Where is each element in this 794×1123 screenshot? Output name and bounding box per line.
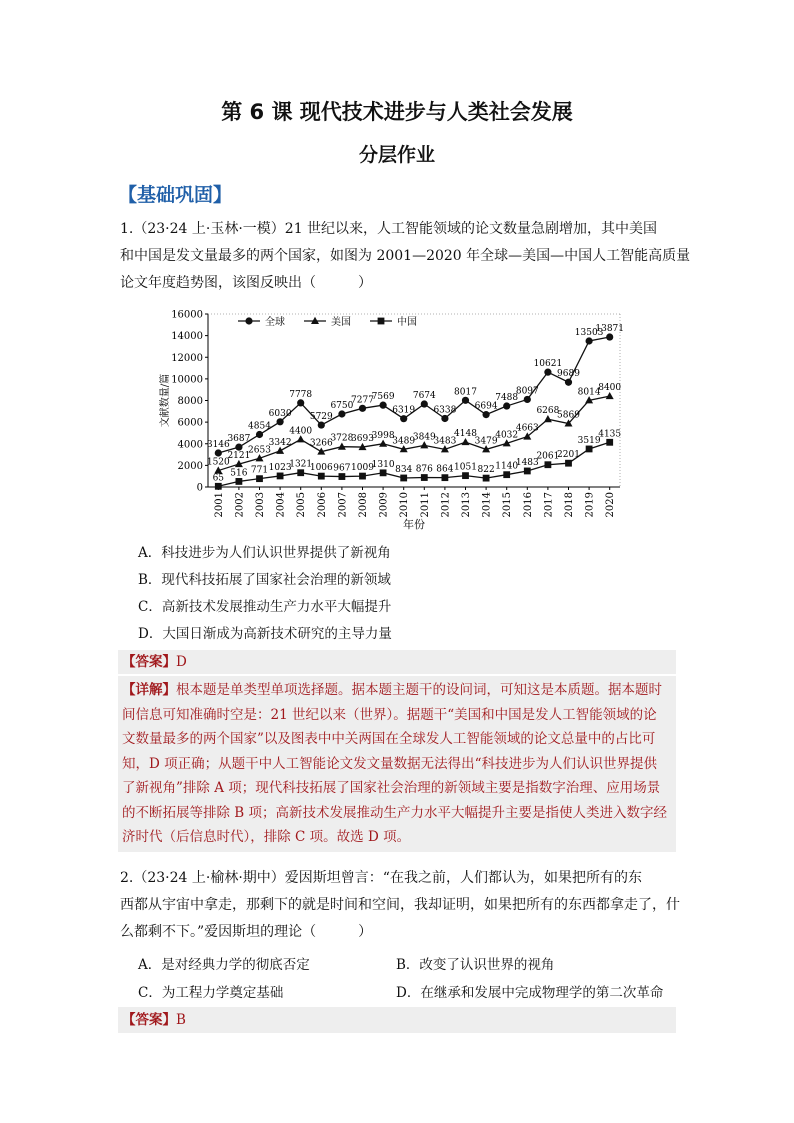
y-tick-label: 6000	[177, 417, 203, 429]
data-point-circle	[441, 415, 448, 422]
data-label: 4854	[248, 421, 271, 432]
question-2-option-b: B．改变了认识世界的视角	[396, 957, 555, 973]
data-label: 876	[415, 464, 433, 475]
legend-label: 美国	[331, 317, 351, 328]
data-point-circle	[421, 400, 428, 407]
data-label: 3687	[227, 434, 251, 445]
data-label: 3728	[330, 433, 354, 444]
data-label: 4135	[598, 429, 622, 440]
data-label: 516	[230, 468, 248, 479]
data-point-circle	[318, 421, 325, 428]
lesson-subtitle: 分层作业	[358, 144, 435, 166]
data-point-circle	[606, 333, 613, 340]
question-1-option-b: B．现代科技拓展了国家社会治理的新领域	[138, 572, 391, 588]
data-point-circle	[565, 379, 572, 386]
y-tick-label: 14000	[171, 331, 203, 343]
data-point-square	[339, 473, 346, 480]
x-tick-label: 2003	[255, 492, 266, 518]
data-point-circle	[359, 405, 366, 412]
legend-marker-square	[378, 318, 385, 325]
data-label: 8400	[598, 383, 622, 394]
data-label: 2061	[536, 451, 560, 462]
data-label: 1321	[289, 459, 313, 470]
data-point-square	[421, 474, 428, 481]
lesson-title: 第 6 课 现代技术进步与人类社会发展	[221, 100, 573, 124]
data-point-square	[462, 472, 469, 479]
data-label: 3489	[392, 436, 416, 447]
question-1-option-d: D．大国日渐成为高新技术研究的主导力量	[138, 626, 392, 642]
data-label: 1140	[495, 461, 519, 472]
data-label: 3266	[309, 438, 333, 449]
detail-line: 济时代（后信息时代），排除 C 项。故选 D 项。	[122, 829, 411, 845]
question-1-line: 和中国是发文量最多的两个国家，如图为 2001—2020 年全球—美国—中国人工智能高质量	[120, 248, 691, 264]
x-tick-label: 2013	[461, 492, 472, 518]
data-label: 822	[477, 465, 495, 476]
question-2-option-a: A．是对经典力学的彻底否定	[138, 957, 310, 973]
question-2-line: 西都从宇宙中拿走，那剩下的就是时间和空间，我却证明，如果把所有的东西都拿走了，什	[120, 897, 680, 913]
x-tick-label: 2012	[440, 492, 452, 518]
x-tick-label: 2017	[543, 492, 555, 518]
y-tick-label: 4000	[177, 439, 203, 451]
question-1-line: 1.（23·24 上·玉林·一模）21 世纪以来，人工智能领域的论文数量急剧增加，其中美国	[120, 221, 658, 237]
legend-label: 全球	[265, 317, 285, 328]
data-label: 2121	[227, 451, 251, 462]
data-label: 7569	[371, 392, 395, 403]
data-point-square	[318, 473, 325, 480]
data-label: 6030	[268, 408, 292, 419]
question-2-option-c: C．为工程力学奠定基础	[138, 985, 284, 1001]
detail-line: 了新视角”排除 A 项；现代科技拓展了国家社会治理的新领域主要是指数字治理、应用场景	[122, 780, 661, 796]
data-label: 13871	[595, 324, 625, 335]
data-label: 1483	[515, 457, 539, 468]
data-label: 864	[436, 464, 454, 475]
section-heading: 【基础巩固】	[118, 184, 233, 206]
data-label: 5869	[557, 410, 580, 421]
data-label: 3483	[433, 436, 457, 447]
data-label: 7488	[495, 393, 519, 404]
data-label: 1006	[309, 463, 333, 474]
question-2-option-d: D．在继承和发展中完成物理学的第二次革命	[396, 985, 664, 1001]
data-label: 3519	[577, 435, 601, 446]
detail-tag: 【详解】	[122, 682, 176, 698]
data-label: 834	[395, 464, 413, 475]
data-label: 2201	[557, 450, 580, 461]
data-label: 771	[250, 465, 269, 476]
data-point-circle	[462, 397, 469, 404]
data-point-square	[256, 475, 263, 482]
y-tick-label: 8000	[177, 396, 203, 407]
question-2-line: 么都剩不下。”爱因斯坦的理论（ ）	[120, 924, 373, 940]
data-point-square	[297, 469, 304, 476]
answer-value: D	[176, 654, 187, 670]
x-tick-label: 2014	[481, 492, 493, 518]
data-label: 10621	[533, 359, 563, 370]
data-label: 8097	[515, 386, 539, 397]
y-tick-label: 2000	[177, 460, 203, 472]
question-2-stem	[120, 865, 680, 946]
data-point-square	[442, 474, 449, 481]
data-label: 1520	[206, 457, 230, 468]
x-tick-label: 2001	[213, 492, 225, 518]
x-tick-label: 2020	[605, 492, 617, 518]
y-tick-label: 12000	[171, 352, 203, 364]
data-point-circle	[400, 415, 407, 422]
data-label: 6268	[536, 406, 560, 417]
detail-line: 文数量最多的两个国家”以及图表中中关两国在全球发人工智能领域的论文总量中的占比可	[122, 731, 656, 747]
data-label: 3342	[268, 437, 292, 448]
data-point-circle	[524, 396, 531, 403]
data-label: 1009	[351, 463, 374, 474]
question-1-stem	[120, 216, 691, 297]
data-label: 7674	[412, 391, 436, 402]
data-label: 6750	[330, 401, 354, 412]
x-tick-label: 2006	[316, 492, 328, 518]
data-point-circle	[544, 369, 551, 376]
data-point-square	[400, 475, 407, 482]
data-point-square	[503, 471, 510, 478]
x-tick-label: 2018	[564, 492, 575, 518]
data-point-square	[236, 478, 243, 485]
detail-line: 的不断拓展等排除 B 项；高新技术发展推动生产力水平大幅提升主要是指使人类进入数字经	[122, 804, 668, 821]
data-point-square	[277, 473, 284, 480]
question-1-answer	[118, 650, 676, 674]
data-point-circle	[215, 449, 222, 456]
data-label: 5729	[309, 412, 333, 423]
x-tick-label: 2009	[378, 492, 390, 518]
data-label: 9689	[557, 369, 580, 380]
data-point-circle	[586, 337, 593, 344]
data-point-circle	[235, 444, 242, 451]
answer-tag: 【答案】	[122, 654, 176, 670]
data-point-square	[483, 475, 490, 482]
data-label: 8014	[577, 387, 601, 398]
x-tick-label: 2010	[399, 492, 411, 518]
x-tick-label: 2016	[522, 492, 534, 518]
answer-value: B	[176, 1012, 186, 1028]
x-tick-label: 2019	[584, 492, 596, 518]
question-1-explanation	[118, 676, 676, 852]
y-tick-label: 10000	[171, 374, 203, 386]
data-point-square	[565, 460, 572, 467]
y-axis-title: 文献数量/篇	[160, 373, 171, 428]
data-point-circle	[338, 410, 345, 417]
legend-label: 中国	[397, 317, 417, 328]
data-label: 3146	[206, 439, 230, 450]
data-label: 3693	[351, 434, 374, 445]
data-point-circle	[256, 431, 263, 438]
data-label: 3479	[474, 436, 498, 447]
data-point-circle	[380, 402, 387, 409]
data-label: 7778	[289, 389, 313, 400]
data-label: 8017	[454, 387, 477, 398]
data-label: 6694	[474, 401, 498, 412]
data-point-square	[545, 461, 552, 468]
x-tick-label: 2008	[358, 492, 369, 518]
data-label: 3849	[412, 432, 436, 443]
data-point-circle	[483, 411, 490, 418]
data-point-circle	[297, 399, 304, 406]
detail-line: 知，D 项正确；从题干中人工智能论文发文量数据无法得出“科技进步为人们认识世界提供	[122, 755, 658, 772]
data-label: 967	[333, 463, 351, 474]
data-label: 4148	[454, 429, 477, 440]
data-label: 6338	[433, 405, 457, 416]
data-point-square	[606, 439, 613, 446]
data-point-square	[586, 446, 593, 453]
x-axis-title: 年份	[403, 518, 425, 531]
answer-tag: 【答案】	[122, 1012, 176, 1028]
legend-marker-triangle	[311, 317, 319, 324]
x-tick-label: 2007	[337, 492, 349, 518]
legend-marker-circle	[245, 317, 252, 324]
x-tick-label: 2004	[275, 492, 287, 518]
data-label: 4032	[495, 430, 519, 441]
x-tick-label: 2011	[419, 492, 431, 518]
question-1-option-a: A．科技进步为人们认识世界提供了新视角	[138, 545, 391, 561]
y-tick-label: 0	[196, 482, 203, 494]
question-2-line: 2.（23·24 上·榆林·期中）爱因斯坦曾言：“在我之前，人们都认为，如果把所有的东	[120, 870, 642, 886]
data-point-square	[524, 468, 531, 475]
data-label: 1023	[268, 462, 292, 473]
x-tick-label: 2005	[296, 492, 308, 518]
data-point-circle	[503, 402, 510, 409]
data-point-square	[380, 469, 387, 476]
data-point-square	[359, 473, 366, 480]
y-tick-label: 16000	[171, 309, 203, 321]
question-2-answer	[118, 1007, 676, 1033]
detail-line: 根本题是单类型单项选择题。据本题主题干的设问词，可知这是本质题。据本题时	[176, 682, 662, 698]
data-label: 65	[212, 473, 225, 484]
data-label: 13503	[574, 327, 604, 338]
question-1-line: 论文年度趋势图，该图反映出（ ）	[120, 275, 372, 291]
data-label: 6319	[392, 405, 416, 416]
data-point-circle	[277, 418, 284, 425]
x-tick-label: 2002	[234, 492, 246, 518]
data-label: 1051	[454, 462, 477, 473]
data-label: 1310	[371, 459, 395, 470]
data-label: 3998	[371, 430, 395, 441]
question-1-option-c: C．高新技术发展推动生产力水平大幅提升	[138, 599, 392, 615]
data-point-square	[215, 483, 222, 490]
data-label: 4400	[289, 426, 313, 437]
data-label: 2653	[248, 445, 271, 456]
data-label: 7277	[351, 395, 374, 406]
x-tick-label: 2015	[502, 492, 514, 518]
detail-line: 间信息可知准确时空是：21 世纪以来（世界）。据题干“美国和中国是发人工智能领域的论	[122, 706, 657, 723]
trend-line-chart	[154, 304, 634, 532]
data-label: 4663	[515, 423, 539, 434]
